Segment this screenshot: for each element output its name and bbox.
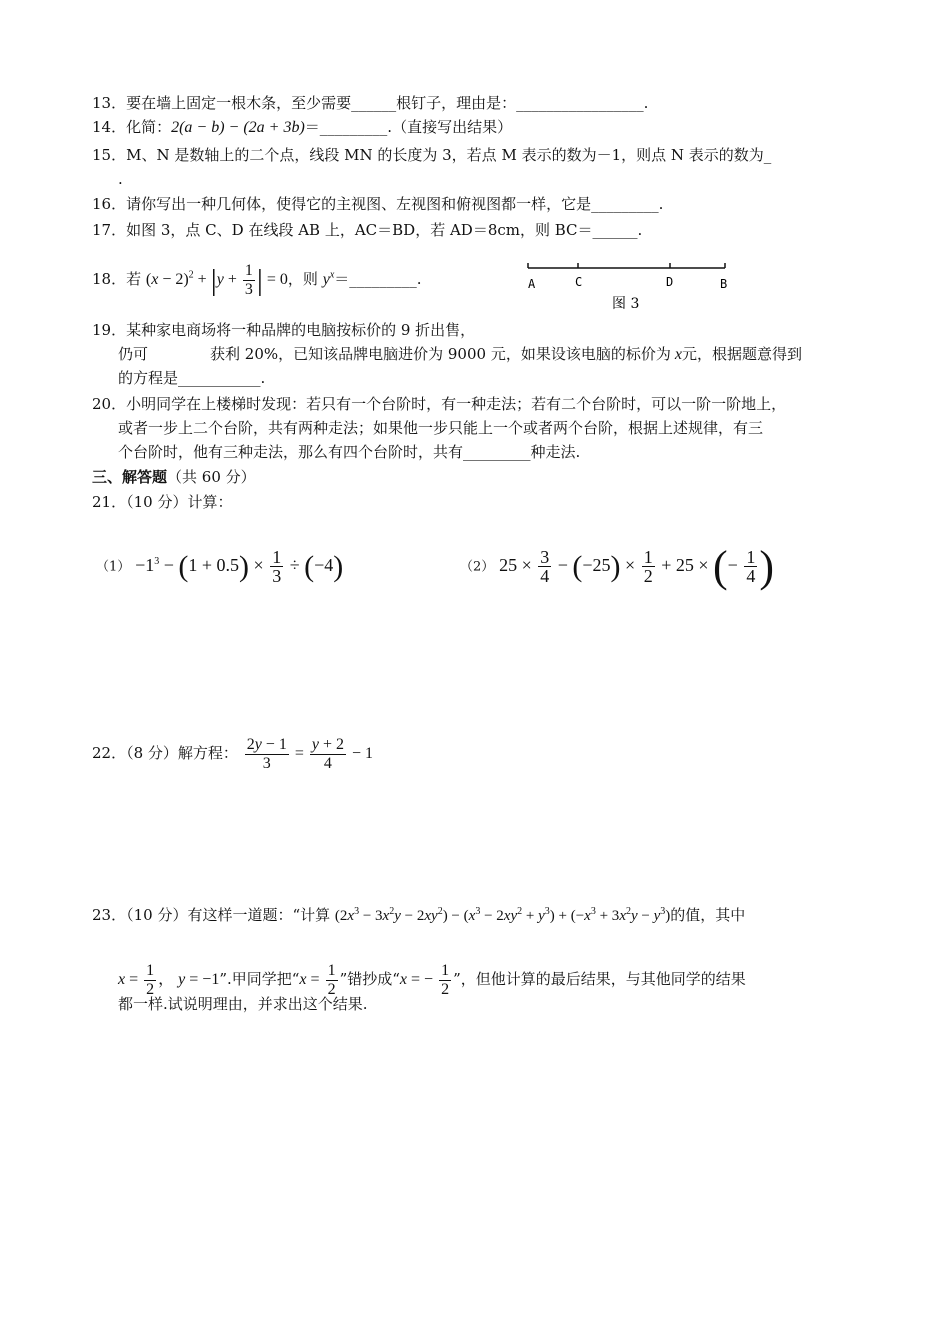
question-16: 16．请你写出一种几何体，使得它的主视图、左视图和俯视图都一样，它是_________.	[92, 195, 664, 213]
q22-equation: $\frac{2y - 1}{3}$ = $\frac{y + 2}{4}$ − 1	[246, 736, 374, 772]
question-20-line2: 或者一步上二个台阶，共有两种走法；如果他一步只能上一个或者两个台阶，根据上述规律，有三	[118, 419, 764, 437]
q18-power: $y^x$	[322, 269, 335, 289]
q21-part1-expression: $-1^3 - (1 + 0.5)$ × $\frac{1}{3}$ ÷ (−4)	[135, 547, 344, 586]
q23-text-b: 的值，其中	[670, 906, 746, 924]
q18-prefix: 18．若	[92, 270, 142, 289]
q21-part2-expression: 25 × $\frac{3}{4}$ − (−25) × $\frac{1}{2}$ + 25 × (− $\frac{1}{4}$ )	[499, 541, 774, 591]
label-a: A	[528, 277, 536, 291]
label-b: B	[720, 277, 728, 291]
q19-text-a: 仍可	[118, 345, 149, 363]
q14-expression: 2(a − b) − (2a + 3b)	[171, 119, 305, 136]
question-17: 17．如图 3，点 C、D 在线段 AB 上，AC＝BD，若 AD＝8cm，则 BC＝______.	[92, 221, 643, 239]
q23-wrong-x: x = − $\frac{1}{2}$	[399, 962, 450, 998]
q23-expression: $(2x^3 - 3x^2y - 2xy^2) - (x^3 - 2xy^2 + y^3) + (-x^3 + 3x^2y - y^3)$	[334, 906, 671, 924]
q23-text-d: ”错抄成“	[339, 970, 400, 989]
q19-text-b: 获利 20%，已知该品牌电脑进价为 9000 元，如果设该电脑的标价为	[210, 345, 671, 363]
q23-correct-x: x = $\frac{1}{2}$	[299, 962, 336, 998]
q18-then: ，则	[287, 270, 318, 289]
q23-text-e: ”，但他计算的最后结果，与其他同学的结果	[453, 970, 746, 989]
question-13: 13．要在墙上固定一根木条，至少需要______根钉子，理由是：_________________.	[92, 94, 649, 112]
question-22	[92, 736, 373, 773]
question-20-line3: 个台阶时，他有三种走法，那么有四个台阶时，共有_________种走法.	[118, 443, 581, 461]
question-19-line3: 的方程是___________.	[118, 369, 266, 387]
label-d: D	[666, 275, 674, 289]
question-23	[92, 902, 745, 926]
q14-suffix: ＝_________.（直接写出结果）	[304, 118, 513, 136]
question-15: 15．M、N 是数轴上的二个点，线段 MN 的长度为 3，若点 M 表示的数为－1，则点 N 表示的数为_	[92, 146, 772, 164]
label-c: C	[575, 275, 583, 289]
question-19: 19．某种家电商场将一种品牌的电脑按标价的 9 折出售，	[92, 321, 476, 339]
section-3-title: 三、解答题	[92, 468, 168, 486]
q14-prefix: 14．化简：	[92, 118, 172, 136]
q23-text-a: 23．（10 分）有这样一道题：“计算	[92, 906, 331, 924]
question-14	[92, 117, 512, 138]
question-19-line2	[118, 344, 802, 365]
q23-text-c: ”.甲同学把“	[219, 970, 300, 989]
figure-3	[520, 258, 740, 318]
q23-x-value: x = $\frac{1}{2}$ ， y = −1	[118, 962, 220, 998]
figure-caption: 图 3	[612, 296, 640, 312]
q19-variable: x	[670, 346, 682, 363]
question-21-part1	[96, 548, 343, 585]
question-15-cont: .	[118, 170, 123, 188]
q22-prefix: 22．（8 分）解方程：	[92, 744, 238, 763]
question-20: 20．小明同学在上楼梯时发现：若只有一个台阶时，有一种走法；若有二个台阶时，可以一阶一阶地上，	[92, 395, 787, 413]
question-23-line3: 都一样.试说明理由，并求出这个结果.	[118, 995, 368, 1013]
q21-part2-label: （2）	[460, 559, 495, 575]
question-18	[92, 262, 422, 299]
section-3-heading	[92, 467, 256, 487]
question-21: 21．（10 分）计算：	[92, 493, 233, 511]
section-3-note: （共 60 分）	[167, 468, 256, 486]
q18-equation: $(x - 2)^2 + |y$ + $\frac{1}{3}$ | = 0	[145, 262, 288, 298]
q19-text-c: 元，根据题意得到	[681, 345, 802, 363]
q21-part1-label: （1）	[96, 559, 131, 575]
question-21-part2	[460, 541, 774, 591]
q18-blank: ＝_________.	[334, 270, 422, 289]
